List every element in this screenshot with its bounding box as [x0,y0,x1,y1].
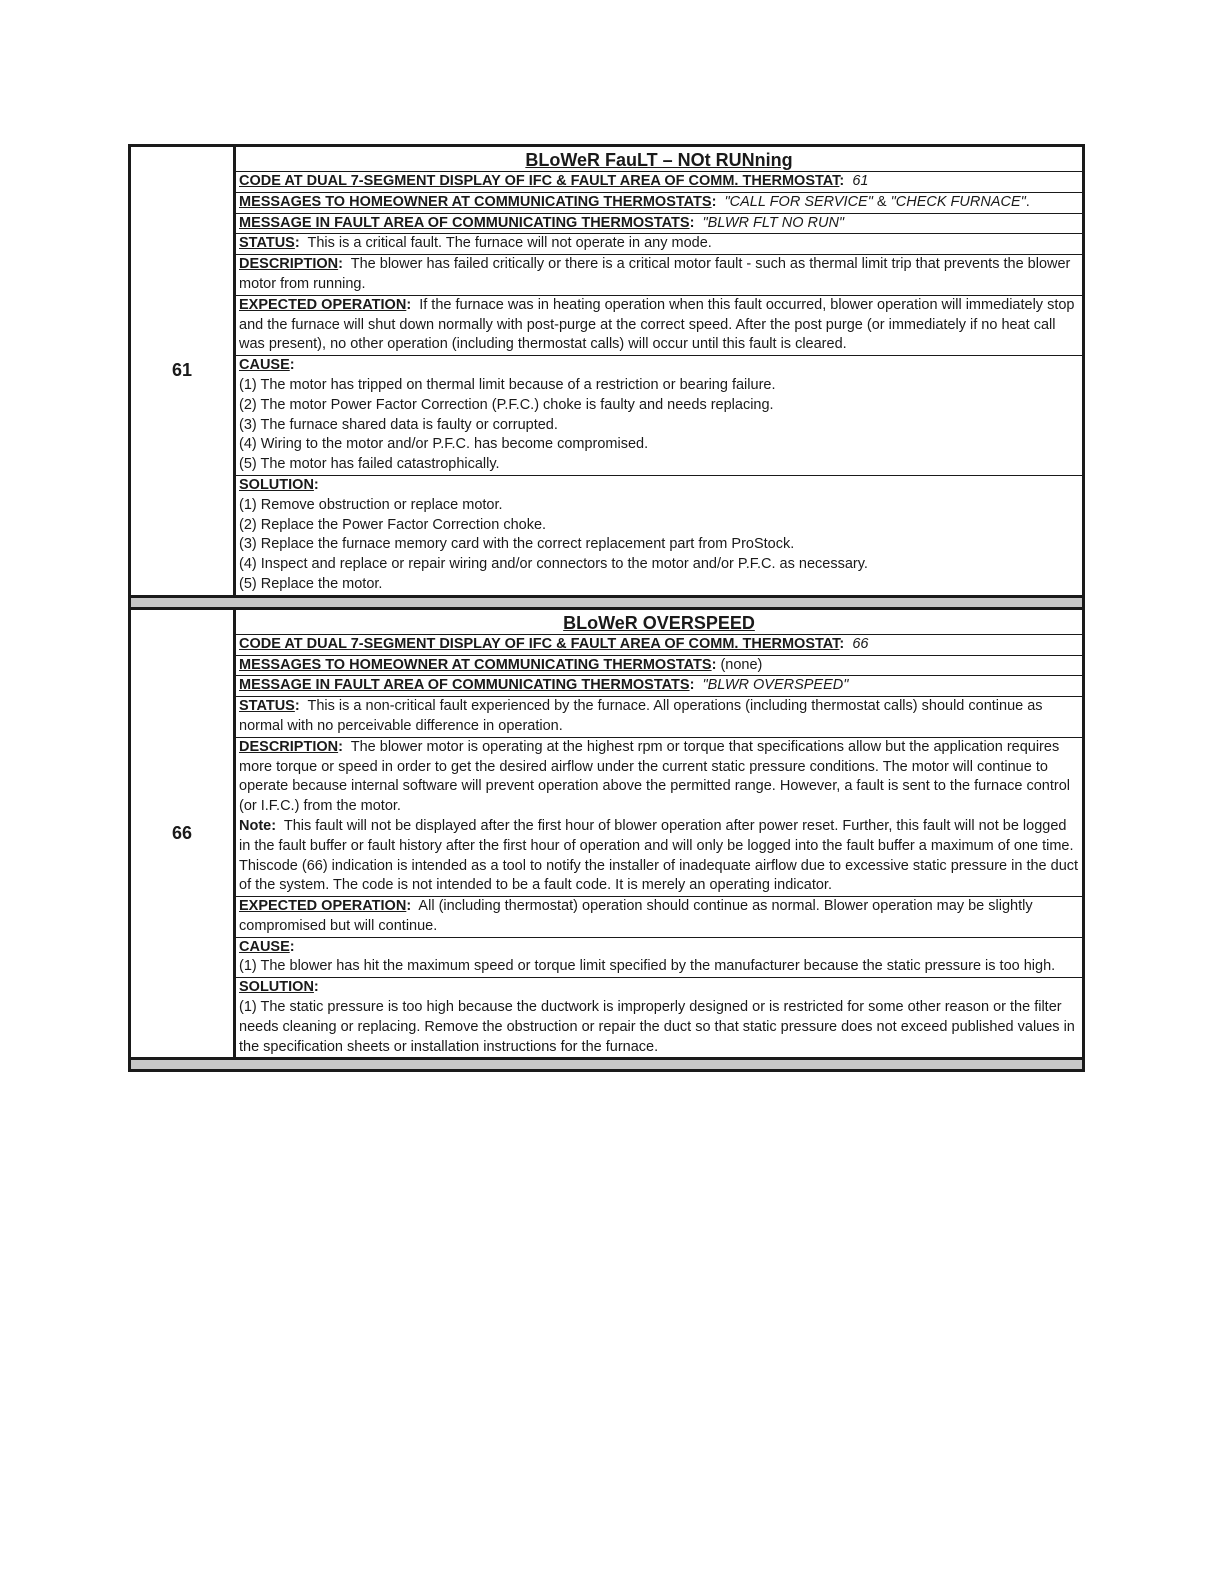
fault-title: BLoWeR FauLT – NOt RUNning [525,150,793,170]
description-row: DESCRIPTION: The blower has failed critically or there is a critical motor fault - such as thermal limit trip that prevents the blower motor from running. [236,254,1082,295]
status-row: STATUS: This is a non-critical fault experienced by the furnace. All operations (including thermostat calls) should continue as normal with no perceivable difference in operation. [236,696,1082,737]
fault-area-message-row: MESSAGE IN FAULT AREA OF COMMUNICATING THERMOSTATS: "BLWR OVERSPEED" [236,675,1082,696]
status-text: This is a critical fault. The furnace will not operate in any mode. [307,235,712,252]
note-label: Note: [239,817,277,834]
solution-row: SOLUTION: (1) The static pressure is too high because the ductwork is improperly designed or is restricted for some other reason or the filter needs cleaning or replacing. Remove the obstruction or repair the duct so that static pressure does not exceed published values in the specification sheets or installation instructions for the furnace. [236,977,1082,1057]
solution-item: (1) Remove obstruction or replace motor. [239,496,503,513]
code-display-label: CODE AT DUAL 7-SEGMENT DISPLAY OF IFC & FAULT AREA OF COMM. THERMOSTAT [239,635,840,652]
expected-operation-text: All (including thermostat) operation should continue as normal. Blower operation may be slightly compromised but will continue. [239,898,1033,934]
status-label: STATUS [239,698,295,715]
homeowner-message-value: (none) [720,656,763,673]
status-label: STATUS [239,235,295,252]
fault-area-message-label: MESSAGE IN FAULT AREA OF COMMUNICATING THERMOSTATS [239,214,690,231]
code-display-row: CODE AT DUAL 7-SEGMENT DISPLAY OF IFC & FAULT AREA OF COMM. THERMOSTAT: 66 [236,634,1082,655]
homeowner-message-end: . [1025,193,1030,210]
cause-label: CAUSE [239,357,290,374]
note-text: This fault will not be displayed after the first hour of blower operation after power reset. Further, this fault will not be logged in the fault buffer or fault history after the first hour of operation and will only be logged into the fault buffer a maximum of one time. Thiscode (66) indication is intended as a tool to notify the installer of inadequate airflow due to excessive static pressure in the duct of the system. The code is not intended to be a fault code. It is merely an operating indicator. [239,817,1079,894]
cause-item: (4) Wiring to the motor and/or P.F.C. has become compromised. [239,436,649,453]
homeowner-messages-label: MESSAGES TO HOMEOWNER AT COMMUNICATING THERMOSTATS [239,193,712,210]
solution-row: SOLUTION: (1) Remove obstruction or replace motor. (2) Replace the Power Factor Correction choke. (3) Replace the furnace memory card with the correct replacement part from ProStock. (4) Inspect and replace or repair wiring and/or connectors to the motor and/or P.F.C. as necessary. (5) Replace the motor. [236,475,1082,595]
fault-area-message-value: "BLWR FLT NO RUN" [702,214,845,231]
expected-operation-label: EXPECTED OPERATION [239,296,407,313]
fault-code-number: 66 [131,610,236,1058]
cause-row: CAUSE: (1) The blower has hit the maximum speed or torque limit specified by the manufacturer because the static pressure is too high. [236,937,1082,978]
note-paragraph [239,817,1080,896]
fault-content [236,610,1082,1058]
description-text: The blower motor is operating at the highest rpm or torque that specifications allow but the application requires more torque or speed in order to get the desired airflow under the current static pressure conditions. The motor will continue to operate because internal software will prevent operation above the permitted range. However, a fault is sent to the furnace control (or I.F.C.) from the motor. [239,738,1071,815]
fault-code-document [128,144,1085,1072]
homeowner-message-2: "CHECK FURNACE" [890,193,1026,210]
homeowner-message-joiner: & [872,193,891,210]
solution-label: SOLUTION [239,476,314,493]
cause-item: (1) The motor has tripped on thermal limit because of a restriction or bearing failure. [239,376,776,393]
solution-item: (1) The static pressure is too high because the ductwork is improperly designed or is restricted for some other reason or the filter needs cleaning or replacing. Remove the obstruction or repair the duct so that static pressure does not exceed published values in the specification sheets or installation instructions for the furnace. [239,999,1075,1055]
fault-block-61 [128,144,1085,595]
fault-area-message-value: "BLWR OVERSPEED" [702,677,849,694]
cause-item: (3) The furnace shared data is faulty or corrupted. [239,416,558,433]
homeowner-message-1: "CALL FOR SERVICE" [724,193,873,210]
homeowner-messages-label: MESSAGES TO HOMEOWNER AT COMMUNICATING THERMOSTATS [239,656,712,673]
code-display-row: CODE AT DUAL 7-SEGMENT DISPLAY OF IFC & FAULT AREA OF COMM. THERMOSTAT: 61 [236,171,1082,192]
cause-item: (5) The motor has failed catastrophically. [239,456,500,473]
solution-item: (5) Replace the motor. [239,575,383,592]
solution-item: (4) Inspect and replace or repair wiring and/or connectors to the motor and/or P.F.C. as necessary. [239,556,868,573]
code-display-value: 66 [852,635,869,652]
cause-label: CAUSE [239,938,290,955]
code-display-value: 61 [852,173,869,189]
code-display-label: CODE AT DUAL 7-SEGMENT DISPLAY OF IFC & FAULT AREA OF COMM. THERMOSTAT [239,173,840,189]
solution-item: (3) Replace the furnace memory card with the correct replacement part from ProStock. [239,536,795,553]
fault-area-message-label: MESSAGE IN FAULT AREA OF COMMUNICATING THERMOSTATS [239,677,690,694]
cause-item: (2) The motor Power Factor Correction (P.F.C.) choke is faulty and needs replacing. [239,396,774,413]
fault-block-66 [128,610,1085,1058]
expected-operation-row: EXPECTED OPERATION: If the furnace was in heating operation when this fault occurred, blower operation will immediately stop and the furnace will shut down normally with post-purge at the correct speed. After the post purge (or immediately if no heat call was present), no other operation (including thermostat calls) will occur until this fault is cleared. [236,295,1082,355]
expected-operation-row: EXPECTED OPERATION: All (including thermostat) operation should continue as normal. Blower operation may be slightly compromised but will continue. [236,896,1082,937]
cause-row: CAUSE: (1) The motor has tripped on thermal limit because of a restriction or bearing failure. (2) The motor Power Factor Correction (P.F.C.) choke is faulty and needs replacing. (3) The furnace shared data is faulty or corrupted. (4) Wiring to the motor and/or P.F.C. has become compromised. (5) The motor has failed catastrophically. [236,355,1082,475]
description-label: DESCRIPTION [239,256,339,273]
section-divider [128,1057,1085,1072]
fault-title: BLoWeR OVERSPEED [563,612,755,633]
expected-operation-label: EXPECTED OPERATION [239,898,407,915]
description-label: DESCRIPTION [239,738,339,755]
description-text: The blower has failed critically or there is a critical motor fault - such as thermal limit trip that prevents the blower motor from running. [239,256,1071,292]
homeowner-messages-row: MESSAGES TO HOMEOWNER AT COMMUNICATING THERMOSTATS: "CALL FOR SERVICE" & "CHECK FURNACE". [236,192,1082,213]
fault-code-number: 61 [131,147,236,595]
expected-operation-text: If the furnace was in heating operation when this fault occurred, blower operation will immediately stop and the furnace will shut down normally with post-purge at the correct speed. After the post purge (or immediately if no heat call was present), no other operation (including thermostat calls) will occur until this fault is cleared. [239,296,1075,353]
status-row: STATUS: This is a critical fault. The furnace will not operate in any mode. [236,233,1082,254]
fault-content [236,147,1082,595]
solution-item: (2) Replace the Power Factor Correction choke. [239,516,547,533]
description-row: DESCRIPTION: The blower motor is operating at the highest rpm or torque that specifications allow but the application requires more torque or speed in order to get the desired airflow under the current static pressure conditions. The motor will continue to operate because internal software will prevent operation above the permitted range. However, a fault is sent to the furnace control (or I.F.C.) from the motor. Note: This fault will not be displayed after the first hour of blower operation after power reset. Further, this fault will not be logged in the fault buffer or fault history after the first hour of operation and will only be logged into the fault buffer a maximum of one time. Thiscode (66) indication is intended as a tool to notify the installer of inadequate airflow due to excessive static pressure in the duct of the system. The code is not intended to be a fault code. It is merely an operating indicator. [236,737,1082,896]
section-divider [128,595,1085,610]
status-text: This is a non-critical fault experienced by the furnace. All operations (including thermostat calls) should continue as normal with no perceivable difference in operation. [239,698,1043,734]
solution-label: SOLUTION [239,979,314,996]
cause-item: (1) The blower has hit the maximum speed or torque limit specified by the manufacturer because the static pressure is too high. [239,958,1056,975]
fault-area-message-row: MESSAGE IN FAULT AREA OF COMMUNICATING THERMOSTATS: "BLWR FLT NO RUN" [236,213,1082,234]
homeowner-messages-row: MESSAGES TO HOMEOWNER AT COMMUNICATING THERMOSTATS: (none) [236,655,1082,676]
